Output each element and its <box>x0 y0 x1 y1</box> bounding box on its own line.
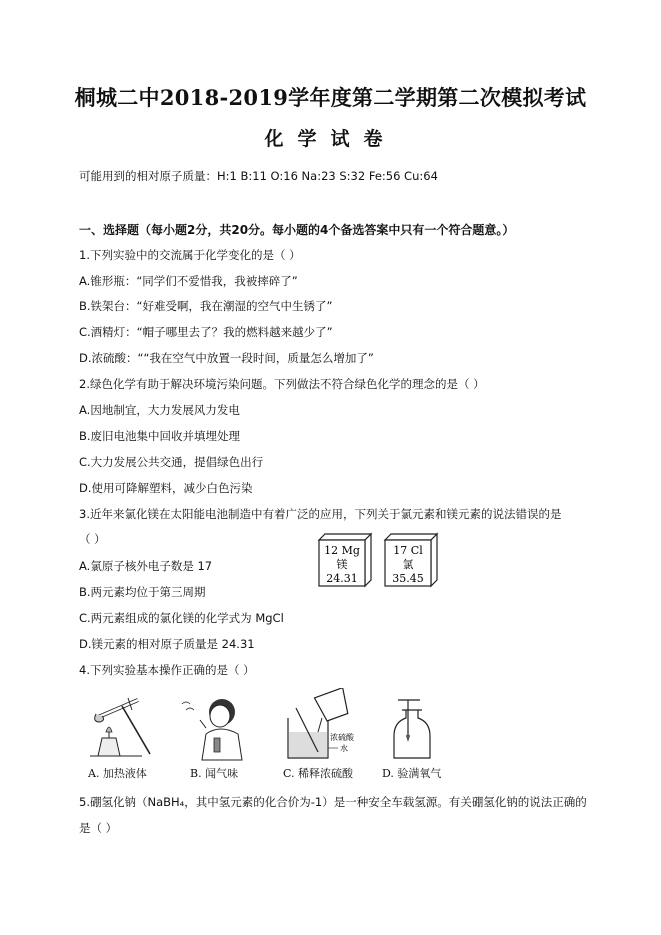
element-cl-mass: 35.45 <box>392 572 424 585</box>
section-heading: 一、选择题（每小题2分，共20分。每小题的4个备选答案中只有一个符合题意。） <box>79 223 515 237</box>
question-2-stem: 2.绿色化学有助于解决环境污染问题。下列做法不符合绿色化学的理念的是（ ） <box>79 377 485 391</box>
figure-d-caption: D. 验满氧气 <box>382 767 442 780</box>
question-2-option-d: D.使用可降解塑料，减少白色污染 <box>79 481 253 495</box>
question-3-stem: 3.近年来氯化镁在太阳能电池制造中有着广泛的应用，下列关于氯元素和镁元素的说法错误的是 <box>79 507 562 521</box>
figure-c-label-water: 水 <box>340 744 348 753</box>
element-cl-name: 氯 <box>402 558 414 571</box>
figure-c-caption: C. 稀释浓硫酸 <box>283 767 354 780</box>
figure-b-smelling <box>180 694 260 766</box>
atomic-masses: 可能用到的相对原子质量：H:1 B:11 O:16 Na:23 S:32 Fe:56 Cu:64 <box>79 169 438 183</box>
figure-c-diluting-acid <box>278 688 368 766</box>
question-1-option-a: A.锥形瓶：“同学们不爱惜我，我被摔碎了” <box>79 274 298 288</box>
element-mg-name: 镁 <box>336 558 348 571</box>
question-2-option-c: C.大力发展公共交通，提倡绿色出行 <box>79 455 264 469</box>
question-3-option-b: B.两元素均位于第三周期 <box>79 585 206 599</box>
element-mg-symbol: 12 Mg <box>324 544 360 557</box>
question-5-stem: 5.硼氢化钠（NaBH₄，其中氢元素的化合价为-1）是一种安全车载氢源。有关硼氢化钠的说法正确的 <box>79 795 587 809</box>
question-3-option-d: D.镁元素的相对原子质量是 24.31 <box>79 637 255 651</box>
question-2-option-a: A.因地制宜，大力发展风力发电 <box>79 403 240 417</box>
figure-a-caption: A. 加热液体 <box>88 767 147 780</box>
question-2-option-b: B.废旧电池集中回收并填埋处理 <box>79 429 241 443</box>
element-card-cl <box>379 532 439 588</box>
figure-b-caption: B. 闻气味 <box>190 767 239 780</box>
figure-a-heating-liquid <box>82 692 160 766</box>
element-mg-mass: 24.31 <box>326 572 358 585</box>
element-card-mg <box>313 532 373 588</box>
figure-c-label-acid: 浓硫酸 <box>330 733 354 742</box>
question-1-option-c: C.酒精灯：“帽子哪里去了？我的燃料越来越少了” <box>79 325 333 339</box>
element-cl-symbol: 17 Cl <box>393 544 423 557</box>
question-1-option-b: B.铁架台：“好难受啊，我在潮湿的空气中生锈了” <box>79 299 333 313</box>
question-1-option-d: D.浓硫酸：““我在空气中放置一段时间，质量怎么增加了” <box>79 351 374 365</box>
exam-subtitle: 化学试卷 <box>264 128 397 150</box>
question-5-stem-cont: 是（ ） <box>79 821 118 835</box>
question-3-option-a: A.氯原子核外电子数是 17 <box>79 559 213 573</box>
exam-title: 桐城二中2018-2019学年度第二学期第二次模拟考试 <box>74 85 587 110</box>
question-3-stem-cont: （ ） <box>79 532 106 546</box>
figure-d-oxygen-test <box>384 692 444 766</box>
question-4-stem: 4.下列实验基本操作正确的是（ ） <box>79 663 255 677</box>
question-1-stem: 1.下列实验中的交流属于化学变化的是（ ） <box>79 248 301 262</box>
question-3-option-c: C.两元素组成的氯化镁的化学式为 MgCl <box>79 611 284 625</box>
